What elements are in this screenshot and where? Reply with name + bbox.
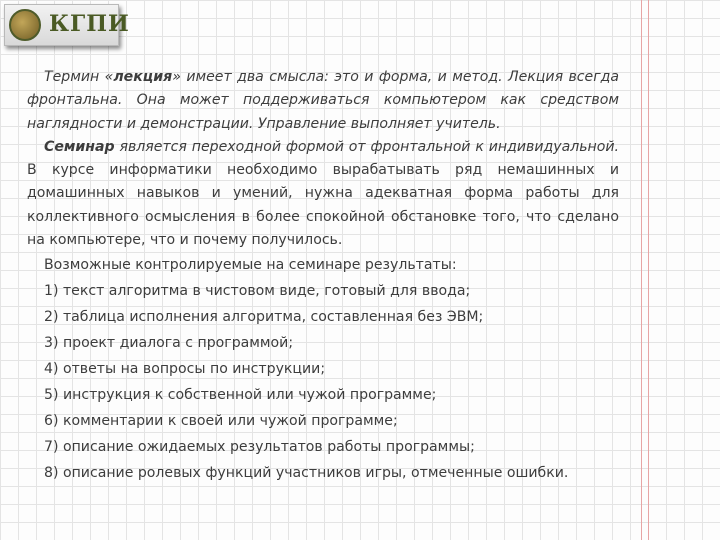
slide-content xyxy=(27,66,619,486)
lecture-term: лекция xyxy=(113,69,173,85)
seminar-term: Семинар xyxy=(44,138,115,155)
list-item: 8) описание ролевых функций участников игры, отмеченные ошибки. xyxy=(44,464,569,481)
lecture-text-start: Термин « xyxy=(44,69,114,85)
notebook-margin-line xyxy=(641,0,642,540)
list-item: 1) текст алгоритма в чистовом виде, готовый для ввода; xyxy=(44,282,471,299)
notebook-margin-line-2 xyxy=(648,0,649,540)
emblem-icon xyxy=(9,9,41,41)
paragraph-lecture xyxy=(27,66,619,136)
logo-text: КГПИ xyxy=(49,11,130,37)
list-item: 3) проект диалога с программой; xyxy=(44,334,294,351)
list-item: 5) инструкция к собственной или чужой программе; xyxy=(44,386,437,403)
list-item: 4) ответы на вопросы по инструкции; xyxy=(44,360,326,377)
logo xyxy=(4,4,130,46)
results-list xyxy=(27,278,619,486)
list-item: 7) описание ожидаемых результатов работы программы; xyxy=(44,438,475,455)
paragraph-seminar xyxy=(27,136,619,252)
list-item: 2) таблица исполнения алгоритма, составленная без ЭВМ; xyxy=(44,308,484,325)
seminar-regular-text: В курсе информатики необходимо вырабатывать ряд немашинных и домашинных навыков и умений, нужна адекватная форма работы для коллективного осмысления в более спокойной обстановке того, что сделано на компьютере, что и почему получилось. xyxy=(27,162,619,249)
seminar-italic-text: является переходной формой от фронтальной к индивидуальной. xyxy=(114,138,619,155)
lecture-text-rest: » имеет два смысла: это и форма, и метод. Лекция всегда фронтальна. Она может поддерживаться компьютером как средством наглядности и демонстрации. Управление выполняет учитель. xyxy=(27,69,619,132)
list-item: 6) комментарии к своей или чужой программе; xyxy=(44,412,398,429)
results-list-intro: Возможные контролируемые на семинаре результаты: xyxy=(44,257,457,274)
